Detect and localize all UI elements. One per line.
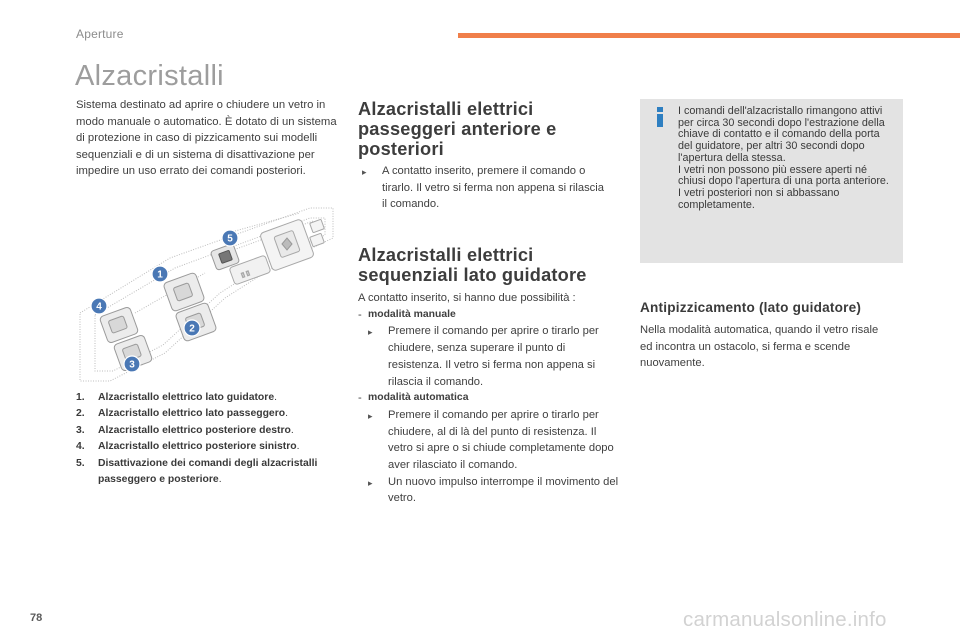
automatic-mode: - modalità automatica (358, 390, 620, 407)
legend-number: 1. (76, 392, 85, 403)
legend-text: Alzacristallo elettrico lato passeggero (98, 408, 286, 420)
info-text-1: I comandi dell'alzacristallo rimangono attivi per circa 30 secondi dopo l'estrazione della chiave di contatto e il comando della porta del guidatore, per altri 30 secondi dopo l'apertura della stessa. (678, 105, 885, 164)
page-number: 78 (30, 612, 43, 624)
svg-text:1: 1 (157, 269, 163, 281)
automatic-mode-title: modalità automatica (368, 392, 469, 404)
legend-number: 2. (76, 408, 85, 420)
window-switch-illustration (75, 203, 337, 388)
legend-text: Alzacristallo elettrico posteriore destro (98, 424, 291, 436)
legend-number: 4. (76, 441, 85, 453)
info-text-3: I vetri posteriori non si abbassano completamente. (678, 186, 840, 211)
manual-mode: - modalità manuale (358, 307, 620, 324)
automatic-bullet-1: ▸ Premere il comando per aprire o tirarlo per chiudere, al di là del punto di resistenza. Il vetro si apre o si chiude completamente dopo aver rilasciato il comando. (358, 407, 620, 474)
callout-3 (124, 356, 140, 372)
heading-passenger-windows: Alzacristalli elettrici passeggeri anteriore e posteriori (358, 99, 557, 159)
arrow-bullet-icon: ▸ (368, 328, 373, 339)
svg-text:4: 4 (96, 301, 102, 313)
legend-number: 5. (76, 457, 85, 469)
arrow-bullet-icon: ▸ (362, 168, 367, 178)
info-text (678, 106, 896, 211)
sequential-body (358, 290, 620, 507)
header-rule (458, 33, 960, 38)
antipinch-body: Nella modalità automatica, quando il vetro risale ed incontra un ostacolo, si ferma e scende nuovamente. (640, 324, 879, 370)
arrow-bullet-icon: ▸ (368, 411, 373, 422)
watermark: carmanualsonline.info (683, 608, 887, 631)
page-title: Alzacristalli (75, 60, 224, 92)
callout-1 (152, 266, 168, 282)
legend-text: Disattivazione dei comandi degli alzacristalli passeggero e posteriore (98, 457, 318, 486)
legend-text: Alzacristallo elettrico posteriore sinistro (98, 441, 297, 453)
arrow-bullet-icon: ▸ (368, 478, 373, 489)
svg-text:5: 5 (227, 233, 233, 245)
info-text-2: I vetri non possono più essere aperti né chiusi dopo l'apertura di una porta anteriore. (678, 163, 889, 188)
heading-sequential-windows: Alzacristalli elettrici sequenziali lato guidatore (358, 245, 587, 285)
info-icon (652, 107, 668, 127)
manual-mode-title: modalità manuale (368, 308, 456, 320)
passenger-bullet: ▸ A contatto inserito, premere il comando o tirarlo. Il vetro si ferma non appena si rilascia il comando. (362, 163, 606, 213)
legend-text: Alzacristallo elettrico lato guidatore (98, 392, 275, 403)
legend-item: 4. Alzacristallo elettrico posteriore sinistro. (76, 439, 348, 455)
legend-item: 1. Alzacristallo elettrico lato guidatore. (76, 390, 348, 406)
legend-number: 3. (76, 424, 85, 436)
automatic-bullet-2: ▸ Un nuovo impulso interrompe il movimento del vetro. (358, 474, 620, 507)
svg-text:2: 2 (189, 323, 195, 335)
callout-4 (91, 298, 107, 314)
sequential-intro: A contatto inserito, si hanno due possibilità : (358, 292, 576, 304)
callout-5 (222, 230, 238, 246)
info-box (640, 99, 903, 263)
callout-2 (184, 320, 200, 336)
heading-antipinch: Antipizzicamento (lato guidatore) (640, 300, 862, 315)
svg-text:▯ ▯: ▯ ▯ (240, 269, 251, 280)
svg-text:3: 3 (129, 359, 135, 371)
legend-item: 5. Disattivazione dei comandi degli alzacristalli passeggero e posteriore. (76, 456, 348, 489)
legend-item: 3. Alzacristallo elettrico posteriore destro. (76, 423, 348, 439)
intro-paragraph: Sistema destinato ad aprire o chiudere un vetro in modo manuale o automatico. È dotato di un sistema di protezione in caso di pizzicamento sui modelli sequenziali e di un sistema di disattivazione per impedire un uso errato dei comandi posteriori. (76, 99, 337, 177)
section-label: Aperture (76, 27, 124, 41)
manual-bullet: ▸ Premere il comando per aprire o tirarlo per chiudere, senza superare il punto di resistenza. Il vetro si ferma non appena si rilascia il comando. (358, 323, 620, 390)
callout-legend (76, 390, 348, 488)
legend-item: 2. Alzacristallo elettrico lato passeggero. (76, 406, 348, 422)
